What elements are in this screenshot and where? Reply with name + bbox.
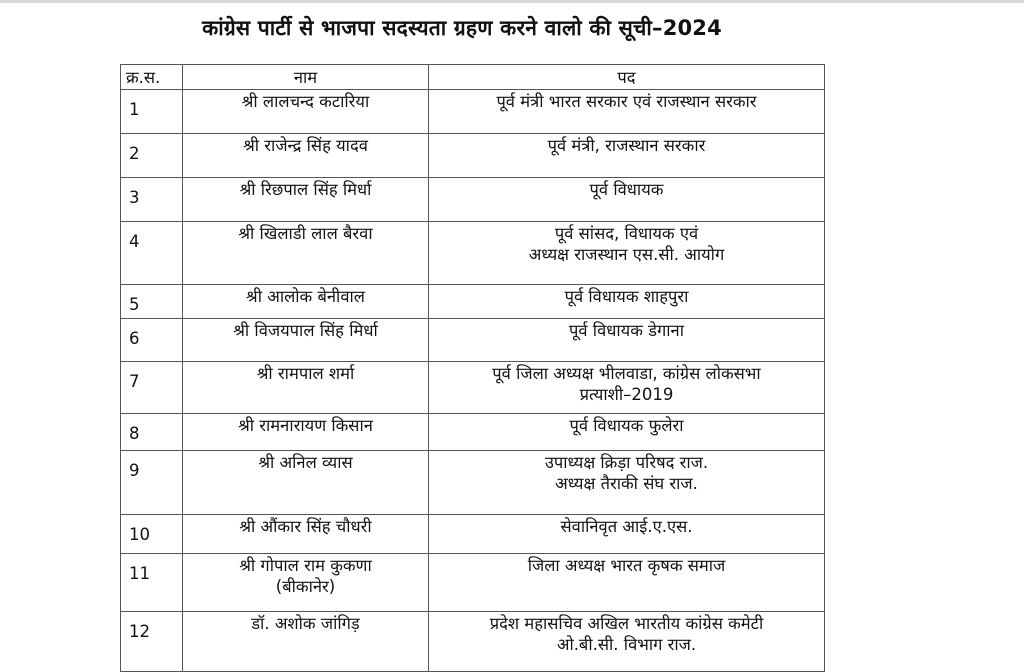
table-row	[121, 285, 825, 319]
table-row	[121, 451, 825, 515]
serial-number-cell: 1	[121, 90, 183, 134]
serial-number-cell: 10	[121, 515, 183, 554]
table-row	[121, 554, 825, 612]
name-cell	[183, 90, 429, 134]
post-cell	[429, 515, 825, 554]
name-cell	[183, 451, 429, 515]
post-cell	[429, 451, 825, 515]
post-line: पूर्व विधायक	[589, 180, 664, 199]
name-cell	[183, 554, 429, 612]
post-cell	[429, 554, 825, 612]
post-line: पूर्व सांसद, विधायक एवं	[554, 224, 699, 243]
name-line: श्री आलोक बेनीवाल	[246, 287, 365, 306]
post-cell	[429, 362, 825, 414]
post-line: पूर्व विधायक डेगाना	[569, 321, 684, 340]
serial-number-cell: 4	[121, 222, 183, 285]
members-table	[120, 64, 825, 672]
post-line: पूर्व जिला अध्यक्ष भीलवाडा, कांग्रेस लोकसभा	[492, 364, 761, 383]
name-cell	[183, 612, 429, 672]
header-name: नाम	[183, 65, 429, 90]
name-line: श्री रिछपाल सिंह मिर्धा	[239, 180, 372, 199]
name-cell	[183, 134, 429, 178]
serial-number-cell: 9	[121, 451, 183, 515]
name-line: श्री औंकार सिंह चौधरी	[239, 517, 372, 536]
name-line: (बीकानेर)	[275, 577, 336, 596]
post-line: पूर्व विधायक फुलेरा	[569, 416, 684, 435]
name-line: डॉ. अशोक जांगिड़	[251, 614, 360, 633]
name-line: श्री रामपाल शर्मा	[256, 364, 355, 383]
table-row	[121, 178, 825, 222]
table-row	[121, 612, 825, 672]
post-line: अध्यक्ष तैराकी संघ राज.	[555, 474, 698, 493]
header-post: पद	[429, 65, 825, 90]
name-cell	[183, 515, 429, 554]
post-cell	[429, 90, 825, 134]
name-line: श्री खिलाडी लाल बैरवा	[238, 224, 373, 243]
header-serial-number: क्र.स.	[121, 65, 183, 90]
serial-number-cell: 11	[121, 554, 183, 612]
serial-number-cell: 3	[121, 178, 183, 222]
table-row	[121, 222, 825, 285]
post-line: सेवानिवृत आई.ए.एस.	[560, 517, 693, 536]
table-row	[121, 319, 825, 362]
serial-number-cell: 5	[121, 285, 183, 319]
post-line: प्रदेश महासचिव अखिल भारतीय कांग्रेस कमेटी	[489, 614, 764, 633]
name-cell	[183, 178, 429, 222]
post-cell	[429, 319, 825, 362]
serial-number-cell: 12	[121, 612, 183, 672]
name-cell	[183, 362, 429, 414]
post-line: प्रत्याशी–2019	[579, 385, 674, 404]
post-line: ओ.बी.सी. विभाग राज.	[556, 635, 697, 654]
post-line: पूर्व मंत्री भारत सरकार एवं राजस्थान सरकार	[496, 92, 757, 111]
table-row	[121, 90, 825, 134]
name-cell	[183, 285, 429, 319]
name-line: श्री रामनारायण किसान	[238, 416, 373, 435]
post-cell	[429, 285, 825, 319]
post-cell	[429, 414, 825, 451]
post-cell	[429, 612, 825, 672]
document-title: कांग्रेस पार्टी से भाजपा सदस्यता ग्रहण करने वालो की सूची–2024	[202, 16, 722, 40]
post-cell	[429, 178, 825, 222]
post-line: जिला अध्यक्ष भारत कृषक समाज	[527, 556, 726, 575]
table-row	[121, 362, 825, 414]
post-line: पूर्व विधायक शाहपुरा	[564, 287, 689, 306]
name-cell	[183, 319, 429, 362]
table-row	[121, 515, 825, 554]
post-line: उपाध्यक्ष क्रिड़ा परिषद राज.	[544, 453, 709, 472]
table-row	[121, 134, 825, 178]
table-header-row	[121, 65, 825, 90]
name-line: श्री विजयपाल सिंह मिर्धा	[233, 321, 378, 340]
serial-number-cell: 7	[121, 362, 183, 414]
name-line: श्री लालचन्द कटारिया	[241, 92, 370, 111]
name-cell	[183, 414, 429, 451]
name-line: श्री गोपाल राम कुकणा	[239, 556, 372, 575]
serial-number-cell: 6	[121, 319, 183, 362]
post-line: पूर्व मंत्री, राजस्थान सरकार	[547, 136, 706, 155]
name-line: श्री अनिल व्यास	[258, 453, 353, 472]
post-cell	[429, 222, 825, 285]
top-border	[0, 0, 1024, 3]
post-line: अध्यक्ष राजस्थान एस.सी. आयोग	[528, 245, 725, 264]
table-row	[121, 414, 825, 451]
serial-number-cell: 8	[121, 414, 183, 451]
name-line: श्री राजेन्द्र सिंह यादव	[243, 136, 368, 155]
post-cell	[429, 134, 825, 178]
serial-number-cell: 2	[121, 134, 183, 178]
name-cell	[183, 222, 429, 285]
